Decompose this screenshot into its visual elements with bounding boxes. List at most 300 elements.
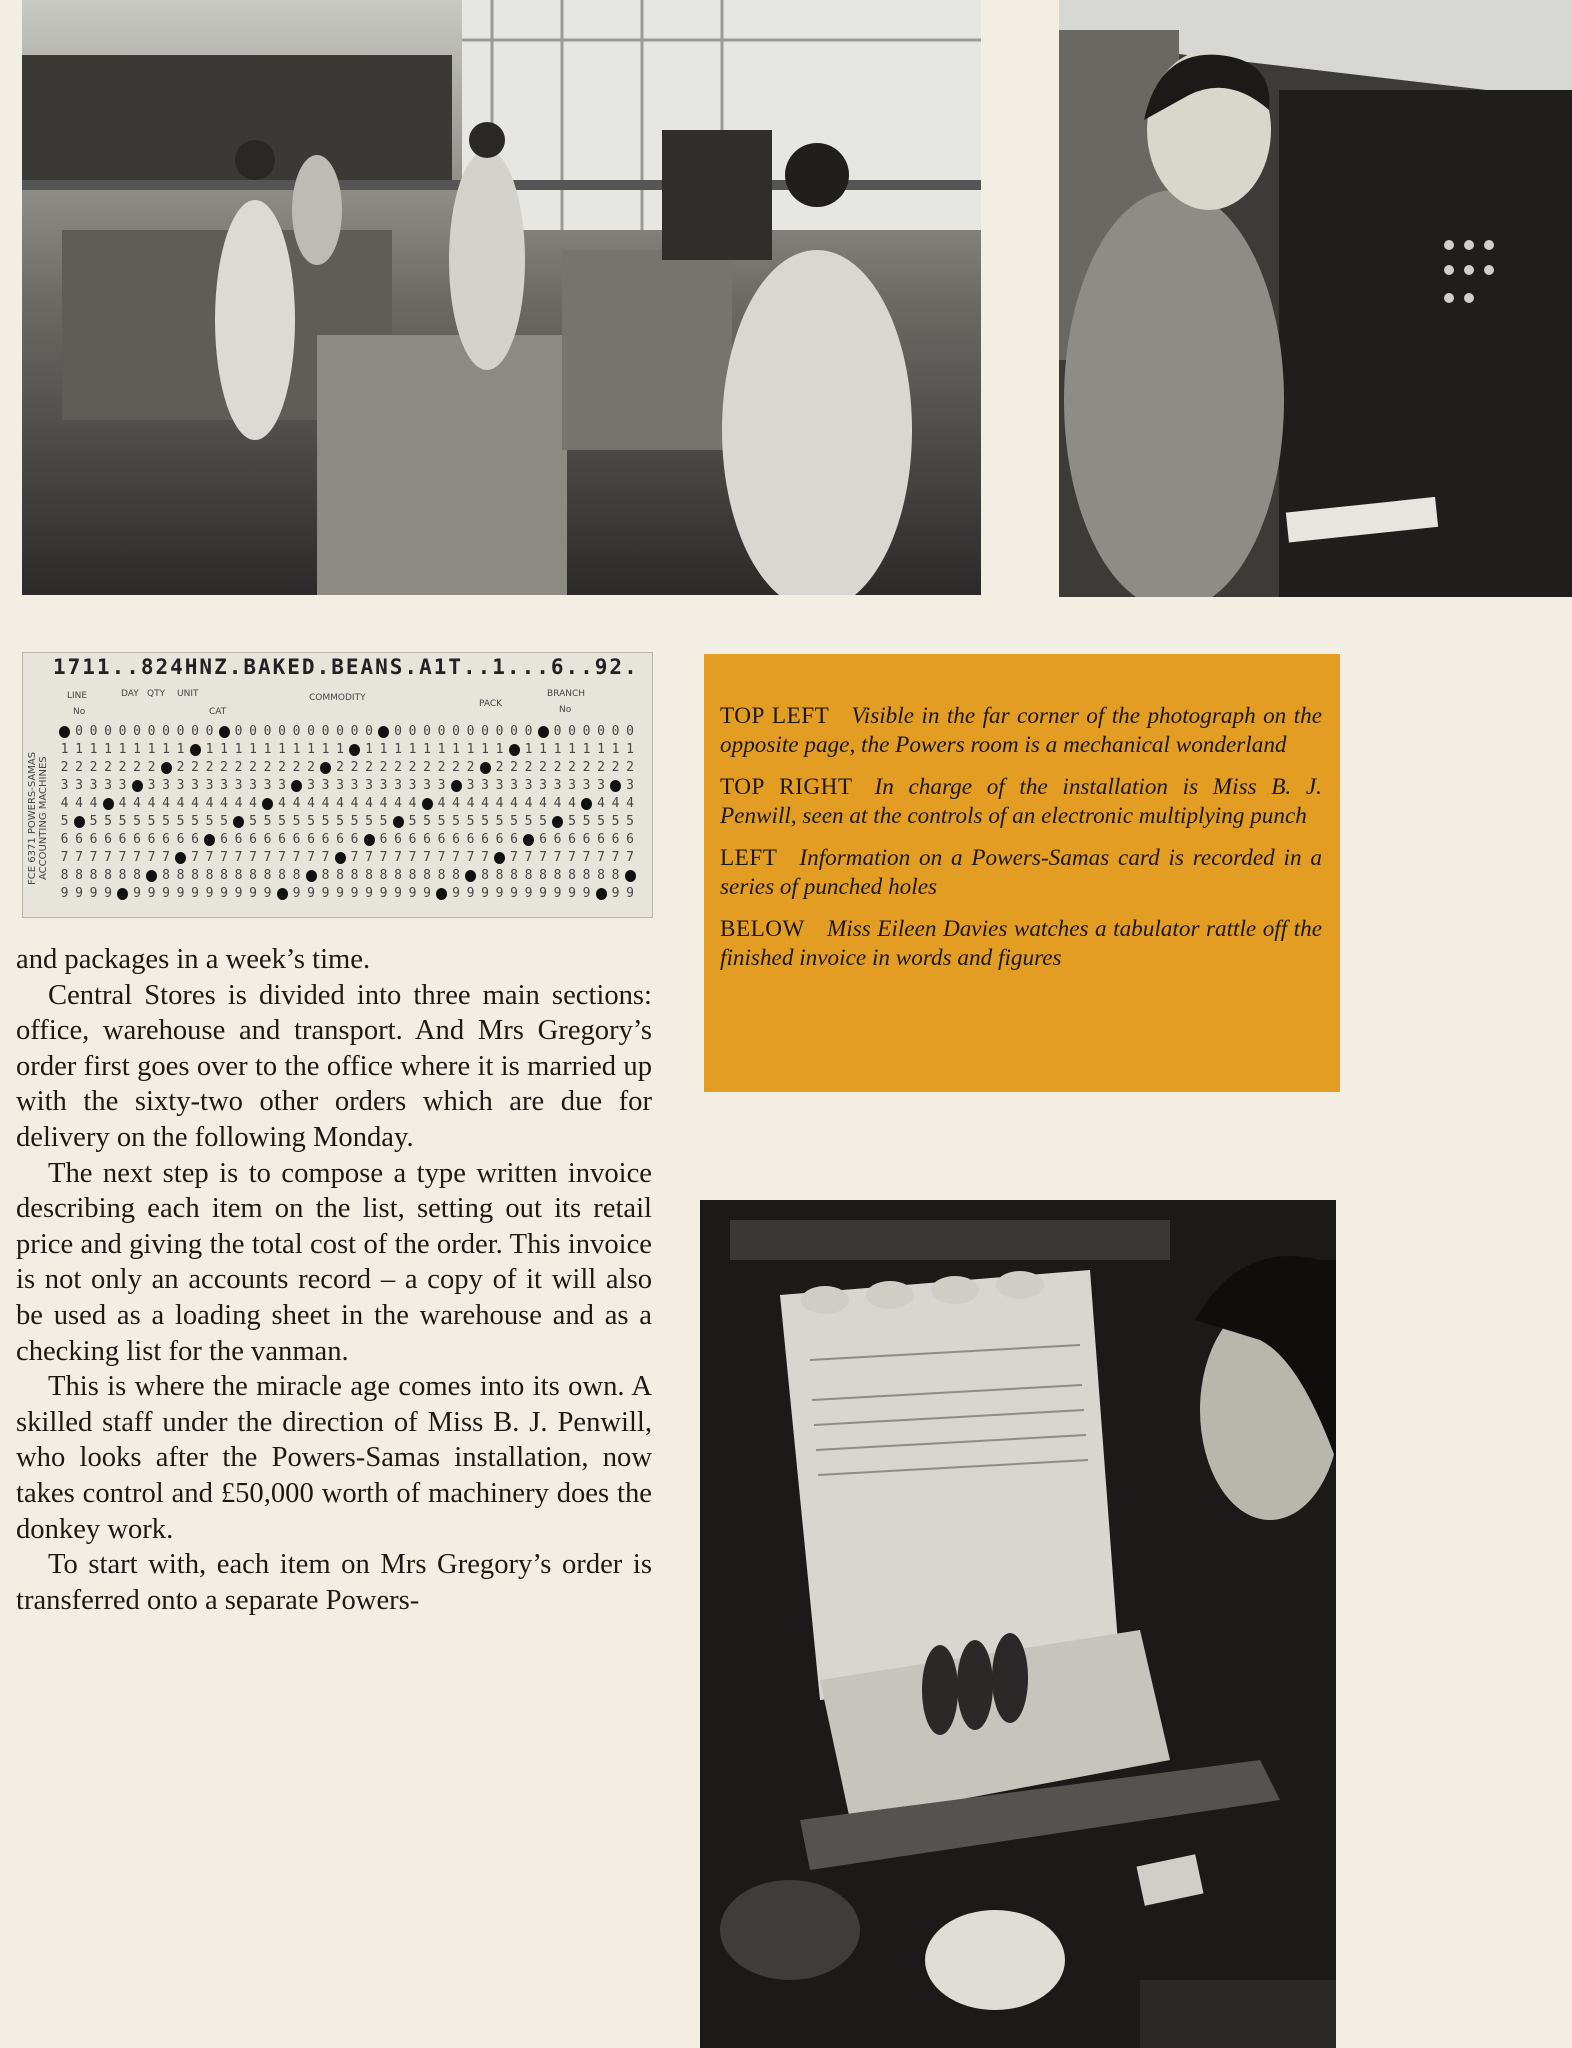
punch-card-digit <box>175 852 186 864</box>
body-paragraph-1: and packages in a week’s time. <box>16 944 371 975</box>
punch-card-digit <box>132 780 143 792</box>
punch-card-digit: 3 <box>278 778 286 793</box>
punch-card-digit: 4 <box>307 796 315 811</box>
punch-card-digit <box>523 834 534 846</box>
punch-card-digit: 4 <box>597 796 605 811</box>
punch-card-digit: 3 <box>626 778 634 793</box>
punch-card-digit: 8 <box>263 868 272 883</box>
punch-card-digit: 2 <box>524 760 533 775</box>
punch-card-digit: 0 <box>147 724 156 739</box>
punch-card-digit: 2 <box>263 760 272 775</box>
punch-card-digit: 7 <box>321 850 330 865</box>
punch-card-row <box>59 813 636 831</box>
punch-card-digit: 5 <box>249 814 257 829</box>
punch-card-digit: 7 <box>379 850 388 865</box>
punch-card-digit: 7 <box>89 850 98 865</box>
punch-card-digit <box>277 888 288 900</box>
punch-card-digit: 1 <box>452 742 460 757</box>
punch-card-digit: 4 <box>452 796 460 811</box>
caption-text: In charge of the installation is Miss B. J. Penwill, seen at the controls of an electronic multiplying punch <box>720 774 1322 829</box>
punch-card-digit: 5 <box>597 814 605 829</box>
punch-card-digit: 6 <box>597 832 605 847</box>
punch-card-digit: 4 <box>336 796 344 811</box>
punch-card-digit <box>146 870 157 882</box>
punch-card-digit: 6 <box>611 832 620 847</box>
punch-card-digit: 7 <box>539 850 547 865</box>
punch-card-digit-grid <box>59 723 636 911</box>
punch-card-digit <box>335 852 346 864</box>
punch-card-digit <box>364 834 375 846</box>
body-paragraph-5: To start with, each item on Mrs Gregory’s order is transferred onto a separate Powers- <box>16 1549 652 1616</box>
punch-card-digit <box>190 744 201 756</box>
punch-card-digit <box>581 798 592 810</box>
punch-card-digit: 0 <box>336 724 344 739</box>
punch-card-digit: 4 <box>118 796 127 811</box>
punch-card-digit: 1 <box>60 742 69 757</box>
punch-card-digit: 6 <box>539 832 547 847</box>
punch-card-digit: 4 <box>379 796 388 811</box>
caption-top-left <box>720 702 1322 760</box>
punch-card-digit: 5 <box>278 814 286 829</box>
punch-card-digit: 2 <box>568 760 576 775</box>
punch-card-digit: 0 <box>162 724 170 739</box>
punch-card-digit: 2 <box>278 760 286 775</box>
punch-card-digit <box>509 744 520 756</box>
punch-card-digit: 8 <box>75 868 83 883</box>
punch-card-row <box>59 723 636 741</box>
punch-card-digit: 2 <box>89 760 98 775</box>
punch-card-digit <box>306 870 317 882</box>
punch-card-digit: 5 <box>176 814 185 829</box>
punch-card-digit: 9 <box>205 886 214 901</box>
punch-card-digit <box>219 726 230 738</box>
punch-card-digit: 4 <box>524 796 533 811</box>
photo-top-left-graphic <box>22 0 981 595</box>
punch-card-digit: 4 <box>176 796 185 811</box>
punch-card-digit: 8 <box>162 868 170 883</box>
punch-card-digit: 4 <box>292 796 301 811</box>
photo-top-left <box>22 0 981 595</box>
punch-card-digit: 3 <box>104 778 112 793</box>
punch-card-digit: 7 <box>408 850 417 865</box>
punch-card-digit: 5 <box>118 814 127 829</box>
punch-card-digit: 8 <box>191 868 199 883</box>
punch-card-digit: 5 <box>510 814 518 829</box>
punch-card-digit: 8 <box>495 868 504 883</box>
punch-card-digit: 2 <box>104 760 112 775</box>
punch-card-digit: 3 <box>234 778 243 793</box>
punch-card-digit: 2 <box>495 760 504 775</box>
punch-card-digit: 9 <box>336 886 344 901</box>
punch-card-digit: 1 <box>205 742 214 757</box>
punch-card-digit <box>552 816 563 828</box>
body-paragraph-4: This is where the miracle age comes into its own. A skilled staff under the direction of Miss B. J. Penwill, who looks after the Powers-Samas installation, now takes control and £50,000 worth of machinery does the donkey work. <box>16 1371 652 1545</box>
punch-card-digit: 0 <box>466 724 475 739</box>
punch-card-digit: 9 <box>104 886 112 901</box>
punch-card-digit: 4 <box>234 796 243 811</box>
punch-card-digit: 5 <box>162 814 170 829</box>
punch-card-digit: 7 <box>104 850 112 865</box>
punch-card-digit: 9 <box>292 886 301 901</box>
punch-card-digit: 4 <box>437 796 446 811</box>
punch-card-digit: 2 <box>60 760 69 775</box>
punch-card-digit: 4 <box>205 796 214 811</box>
punch-card-digit: 4 <box>510 796 518 811</box>
punch-card-digit: 3 <box>539 778 547 793</box>
punch-card-digit: 4 <box>539 796 547 811</box>
punch-card-digit: 7 <box>394 850 402 865</box>
punch-card-digit: 8 <box>234 868 243 883</box>
punch-card-digit: 0 <box>191 724 199 739</box>
punch-card-digit: 1 <box>321 742 330 757</box>
punch-card-digit <box>480 762 491 774</box>
punch-card-digit: 8 <box>539 868 547 883</box>
punch-card-row <box>59 885 636 903</box>
punch-card-digit: 9 <box>466 886 475 901</box>
punch-card-digit: 5 <box>582 814 591 829</box>
punch-card-digit <box>103 798 114 810</box>
punch-card-digit: 7 <box>60 850 69 865</box>
punch-card-digit: 3 <box>147 778 156 793</box>
punch-card-digit: 7 <box>307 850 315 865</box>
punch-card-digit: 5 <box>350 814 359 829</box>
punch-card-digit: 7 <box>553 850 562 865</box>
punch-card-digit <box>378 726 389 738</box>
punch-card-digit: 0 <box>118 724 127 739</box>
punch-card-digit: 4 <box>495 796 504 811</box>
punch-card-digit: 8 <box>278 868 286 883</box>
punch-card-digit: 5 <box>263 814 272 829</box>
punch-card-digit: 1 <box>466 742 475 757</box>
punch-card-digit: 3 <box>423 778 431 793</box>
card-head-branch-no: No <box>559 705 572 715</box>
punch-card-digit: 0 <box>365 724 373 739</box>
punch-card-digit: 9 <box>365 886 373 901</box>
punch-card-digit: 2 <box>597 760 605 775</box>
punch-card-digit: 8 <box>568 868 576 883</box>
punch-card-digit: 9 <box>568 886 576 901</box>
punch-card-digit: 0 <box>437 724 446 739</box>
punch-card-digit: 2 <box>220 760 228 775</box>
punch-card-digit: 7 <box>234 850 243 865</box>
punch-card-digit: 1 <box>292 742 301 757</box>
punch-card-digit: 6 <box>133 832 141 847</box>
punch-card-digit: 3 <box>408 778 417 793</box>
punch-card-digit: 0 <box>176 724 185 739</box>
punch-card-digit: 5 <box>524 814 533 829</box>
punch-card-digit: 9 <box>263 886 272 901</box>
punch-card-digit: 8 <box>205 868 214 883</box>
caption-text: Information on a Powers-Samas card is recorded in a series of punched holes <box>720 845 1322 900</box>
punch-card-digit: 7 <box>147 850 156 865</box>
punch-card-digit: 3 <box>176 778 185 793</box>
punch-card-row <box>59 867 636 885</box>
punch-card-digit: 1 <box>626 742 634 757</box>
punch-card-digit: 3 <box>553 778 562 793</box>
caption-label: TOP RIGHT <box>720 774 853 800</box>
punch-card-digit: 4 <box>365 796 373 811</box>
punch-card-digit: 3 <box>481 778 489 793</box>
punch-card-digit: 5 <box>452 814 460 829</box>
punch-card-digit: 6 <box>336 832 344 847</box>
punch-card-digit: 2 <box>539 760 547 775</box>
punch-card-digit: 2 <box>452 760 460 775</box>
punch-card-digit: 1 <box>104 742 112 757</box>
punch-card-digit: 6 <box>408 832 417 847</box>
punch-card-digit: 3 <box>394 778 402 793</box>
punch-card-digit: 2 <box>205 760 214 775</box>
punch-card-digit: 3 <box>582 778 591 793</box>
punch-card-digit: 0 <box>249 724 257 739</box>
punch-card-row <box>59 849 636 867</box>
punch-card-digit: 5 <box>292 814 301 829</box>
punch-card-digit: 2 <box>582 760 591 775</box>
punch-card-digit <box>349 744 360 756</box>
punch-card-digit: 9 <box>611 886 620 901</box>
punch-card-digit: 9 <box>423 886 431 901</box>
punch-card-digit: 2 <box>466 760 475 775</box>
punch-card-digit: 2 <box>365 760 373 775</box>
punch-card-digit: 0 <box>307 724 315 739</box>
punch-card-digit: 2 <box>147 760 156 775</box>
punch-card-digit: 6 <box>582 832 591 847</box>
punch-card-digit <box>625 870 636 882</box>
punch-card-digit: 1 <box>249 742 257 757</box>
punch-card-image <box>22 652 653 918</box>
punch-card-digit: 6 <box>626 832 634 847</box>
punch-card-digit: 6 <box>481 832 489 847</box>
punch-card-digit <box>291 780 302 792</box>
punch-card-digit: 2 <box>437 760 446 775</box>
punch-card-digit: 9 <box>162 886 170 901</box>
punch-card-digit <box>422 798 433 810</box>
punch-card-digit: 0 <box>582 724 591 739</box>
punch-card-digit: 7 <box>118 850 127 865</box>
photo-bottom-graphic <box>700 1200 1336 2048</box>
punch-card-digit: 7 <box>568 850 576 865</box>
punch-card-digit: 0 <box>350 724 359 739</box>
punch-card-digit: 6 <box>321 832 330 847</box>
punch-card-digit: 3 <box>379 778 388 793</box>
punch-card-digit: 3 <box>437 778 446 793</box>
punch-card-digit: 5 <box>466 814 475 829</box>
punch-card-digit: 8 <box>249 868 257 883</box>
card-head-day: DAY <box>121 689 139 699</box>
punch-card-digit: 2 <box>379 760 388 775</box>
punch-card-digit: 5 <box>191 814 199 829</box>
body-paragraph-3: The next step is to compose a type written invoice describing each item on the list, setting out its retail price and giving the total cost of the order. This invoice is not only an accounts record – a copy of it will also be used as a loading sheet in the warehouse and as a checking list for the vanman. <box>16 1157 652 1367</box>
card-head-line: LINE <box>67 691 88 701</box>
punch-card-digit: 3 <box>568 778 576 793</box>
punch-card-digit <box>59 726 70 738</box>
punch-card-digit: 6 <box>89 832 98 847</box>
punch-card-digit: 7 <box>582 850 591 865</box>
punch-card-digit: 8 <box>118 868 127 883</box>
punch-card-digit: 3 <box>495 778 504 793</box>
punch-card-digit: 1 <box>568 742 576 757</box>
punch-card-digit: 9 <box>510 886 518 901</box>
punch-card-digit: 0 <box>394 724 402 739</box>
punch-card-digit: 1 <box>408 742 417 757</box>
punch-card-digit: 4 <box>60 796 69 811</box>
punch-card-digit: 1 <box>234 742 243 757</box>
punch-card-digit <box>436 888 447 900</box>
punch-card-digit: 7 <box>437 850 446 865</box>
punch-card-digit: 4 <box>611 796 620 811</box>
punch-card-digit <box>161 762 172 774</box>
punch-card-digit: 0 <box>321 724 330 739</box>
punch-card-digit: 0 <box>626 724 634 739</box>
punch-card-digit: 2 <box>626 760 634 775</box>
punch-card-digit: 6 <box>147 832 156 847</box>
punch-card-digit: 9 <box>89 886 98 901</box>
punch-card-digit: 0 <box>234 724 243 739</box>
punch-card-digit <box>538 726 549 738</box>
punch-card-digit: 3 <box>510 778 518 793</box>
punch-card-digit: 5 <box>147 814 156 829</box>
punch-card-digit: 5 <box>481 814 489 829</box>
punch-card-digit: 4 <box>191 796 199 811</box>
punch-card-digit: 3 <box>321 778 330 793</box>
punch-card-digit: 7 <box>292 850 301 865</box>
punch-card-digit: 1 <box>263 742 272 757</box>
punch-card-digit: 8 <box>365 868 373 883</box>
punch-card-digit: 3 <box>524 778 533 793</box>
punch-card-digit: 7 <box>524 850 533 865</box>
punch-card-digit: 6 <box>263 832 272 847</box>
punch-card-digit: 4 <box>321 796 330 811</box>
photo-bottom <box>700 1200 1336 2048</box>
punch-card-digit: 5 <box>626 814 634 829</box>
caption-label: BELOW <box>720 916 805 942</box>
punch-card-digit: 9 <box>452 886 460 901</box>
punch-card-digit: 7 <box>133 850 141 865</box>
punch-card-digit: 1 <box>220 742 228 757</box>
punch-card-digit: 1 <box>611 742 620 757</box>
caption-top-right <box>720 773 1322 831</box>
punch-card-digit: 7 <box>481 850 489 865</box>
punch-card-digit: 4 <box>133 796 141 811</box>
punch-card-digit: 9 <box>147 886 156 901</box>
card-head-pack: PACK <box>479 699 503 709</box>
punch-card-digit: 1 <box>365 742 373 757</box>
punch-card-digit: 8 <box>321 868 330 883</box>
punch-card-digit: 0 <box>89 724 98 739</box>
punch-card-side-label: FCE 6371 POWERS-SAMAS ACCOUNTING MACHINES <box>27 751 49 885</box>
punch-card-digit: 6 <box>234 832 243 847</box>
punch-card-digit: 8 <box>394 868 402 883</box>
punch-card-digit: 8 <box>553 868 562 883</box>
punch-card-digit: 3 <box>597 778 605 793</box>
punch-card-digit: 4 <box>568 796 576 811</box>
punch-card-digit: 7 <box>75 850 83 865</box>
punch-card-digit: 1 <box>176 742 185 757</box>
punch-card-digit: 4 <box>553 796 562 811</box>
punch-card-digit: 7 <box>466 850 475 865</box>
punch-card-digit: 2 <box>408 760 417 775</box>
punch-card-digit: 6 <box>466 832 475 847</box>
punch-card-digit: 6 <box>350 832 359 847</box>
punch-card-digit <box>262 798 273 810</box>
punch-card-digit: 7 <box>510 850 518 865</box>
punch-card-digit: 0 <box>452 724 460 739</box>
punch-card-digit: 1 <box>437 742 446 757</box>
punch-card-digit: 6 <box>553 832 562 847</box>
punch-card-digit: 6 <box>220 832 228 847</box>
punch-card-digit: 6 <box>60 832 69 847</box>
punch-card-digit: 0 <box>133 724 141 739</box>
punch-card-digit: 1 <box>162 742 170 757</box>
punch-card-digit: 5 <box>89 814 98 829</box>
punch-card-digit: 1 <box>582 742 591 757</box>
punch-card-digit: 5 <box>437 814 446 829</box>
punch-card-digit: 9 <box>495 886 504 901</box>
punch-card-digit: 1 <box>597 742 605 757</box>
punch-card-digit: 8 <box>350 868 359 883</box>
punch-card-digit: 9 <box>60 886 69 901</box>
punch-card-digit: 9 <box>394 886 402 901</box>
punch-card-digit: 8 <box>176 868 185 883</box>
punch-card-digit: 8 <box>452 868 460 883</box>
card-head-no: No <box>73 707 86 717</box>
caption-box <box>704 654 1340 1092</box>
punch-card-digit: 3 <box>249 778 257 793</box>
card-head-branch: BRANCH <box>547 689 586 699</box>
punch-card-digit: 0 <box>568 724 576 739</box>
punch-card-digit: 2 <box>611 760 620 775</box>
punch-card-digit: 1 <box>75 742 83 757</box>
punch-card-digit: 0 <box>495 724 504 739</box>
punch-card-digit: 7 <box>452 850 460 865</box>
punch-card-digit <box>494 852 505 864</box>
punch-card-digit: 4 <box>408 796 417 811</box>
punch-card-digit: 6 <box>75 832 83 847</box>
punch-card-digit: 8 <box>104 868 112 883</box>
card-head-unit: UNIT <box>177 689 199 699</box>
punch-card-digit: 6 <box>568 832 576 847</box>
card-head-cat: CAT <box>209 707 227 717</box>
punch-card-digit: 1 <box>423 742 431 757</box>
punch-card-digit: 8 <box>336 868 344 883</box>
punch-card-digit: 0 <box>423 724 431 739</box>
punch-card-digit: 1 <box>147 742 156 757</box>
punch-card-digit <box>610 780 621 792</box>
punch-card-digit: 9 <box>176 886 185 901</box>
punch-card-digit: 8 <box>582 868 591 883</box>
punch-card-digit: 1 <box>118 742 127 757</box>
punch-card-digit: 0 <box>597 724 605 739</box>
punch-card-digit: 1 <box>394 742 402 757</box>
punch-card-digit: 9 <box>220 886 228 901</box>
punch-card-digit: 7 <box>611 850 620 865</box>
punch-card-digit: 4 <box>466 796 475 811</box>
punch-card-digit: 0 <box>263 724 272 739</box>
punch-card-digit: 6 <box>249 832 257 847</box>
punch-card-digit: 1 <box>524 742 533 757</box>
punch-card-digit: 9 <box>234 886 243 901</box>
punch-card-digit: 4 <box>89 796 98 811</box>
punch-card-digit: 0 <box>611 724 620 739</box>
punch-card-digit: 8 <box>292 868 301 883</box>
punch-card-digit: 4 <box>162 796 170 811</box>
body-paragraph-2: Central Stores is divided into three main sections: office, warehouse and transport. And Mrs Gregory’s order first goes over to the office where it is married up with the sixty-two other orders which are due for delivery on the following Monday. <box>16 979 652 1153</box>
card-head-commodity: COMMODITY <box>309 693 366 703</box>
punch-card-digit: 8 <box>423 868 431 883</box>
punch-card-digit: 9 <box>626 886 634 901</box>
punch-card-digit: 2 <box>553 760 562 775</box>
punch-card-row <box>59 759 636 777</box>
punch-card-digit: 0 <box>510 724 518 739</box>
